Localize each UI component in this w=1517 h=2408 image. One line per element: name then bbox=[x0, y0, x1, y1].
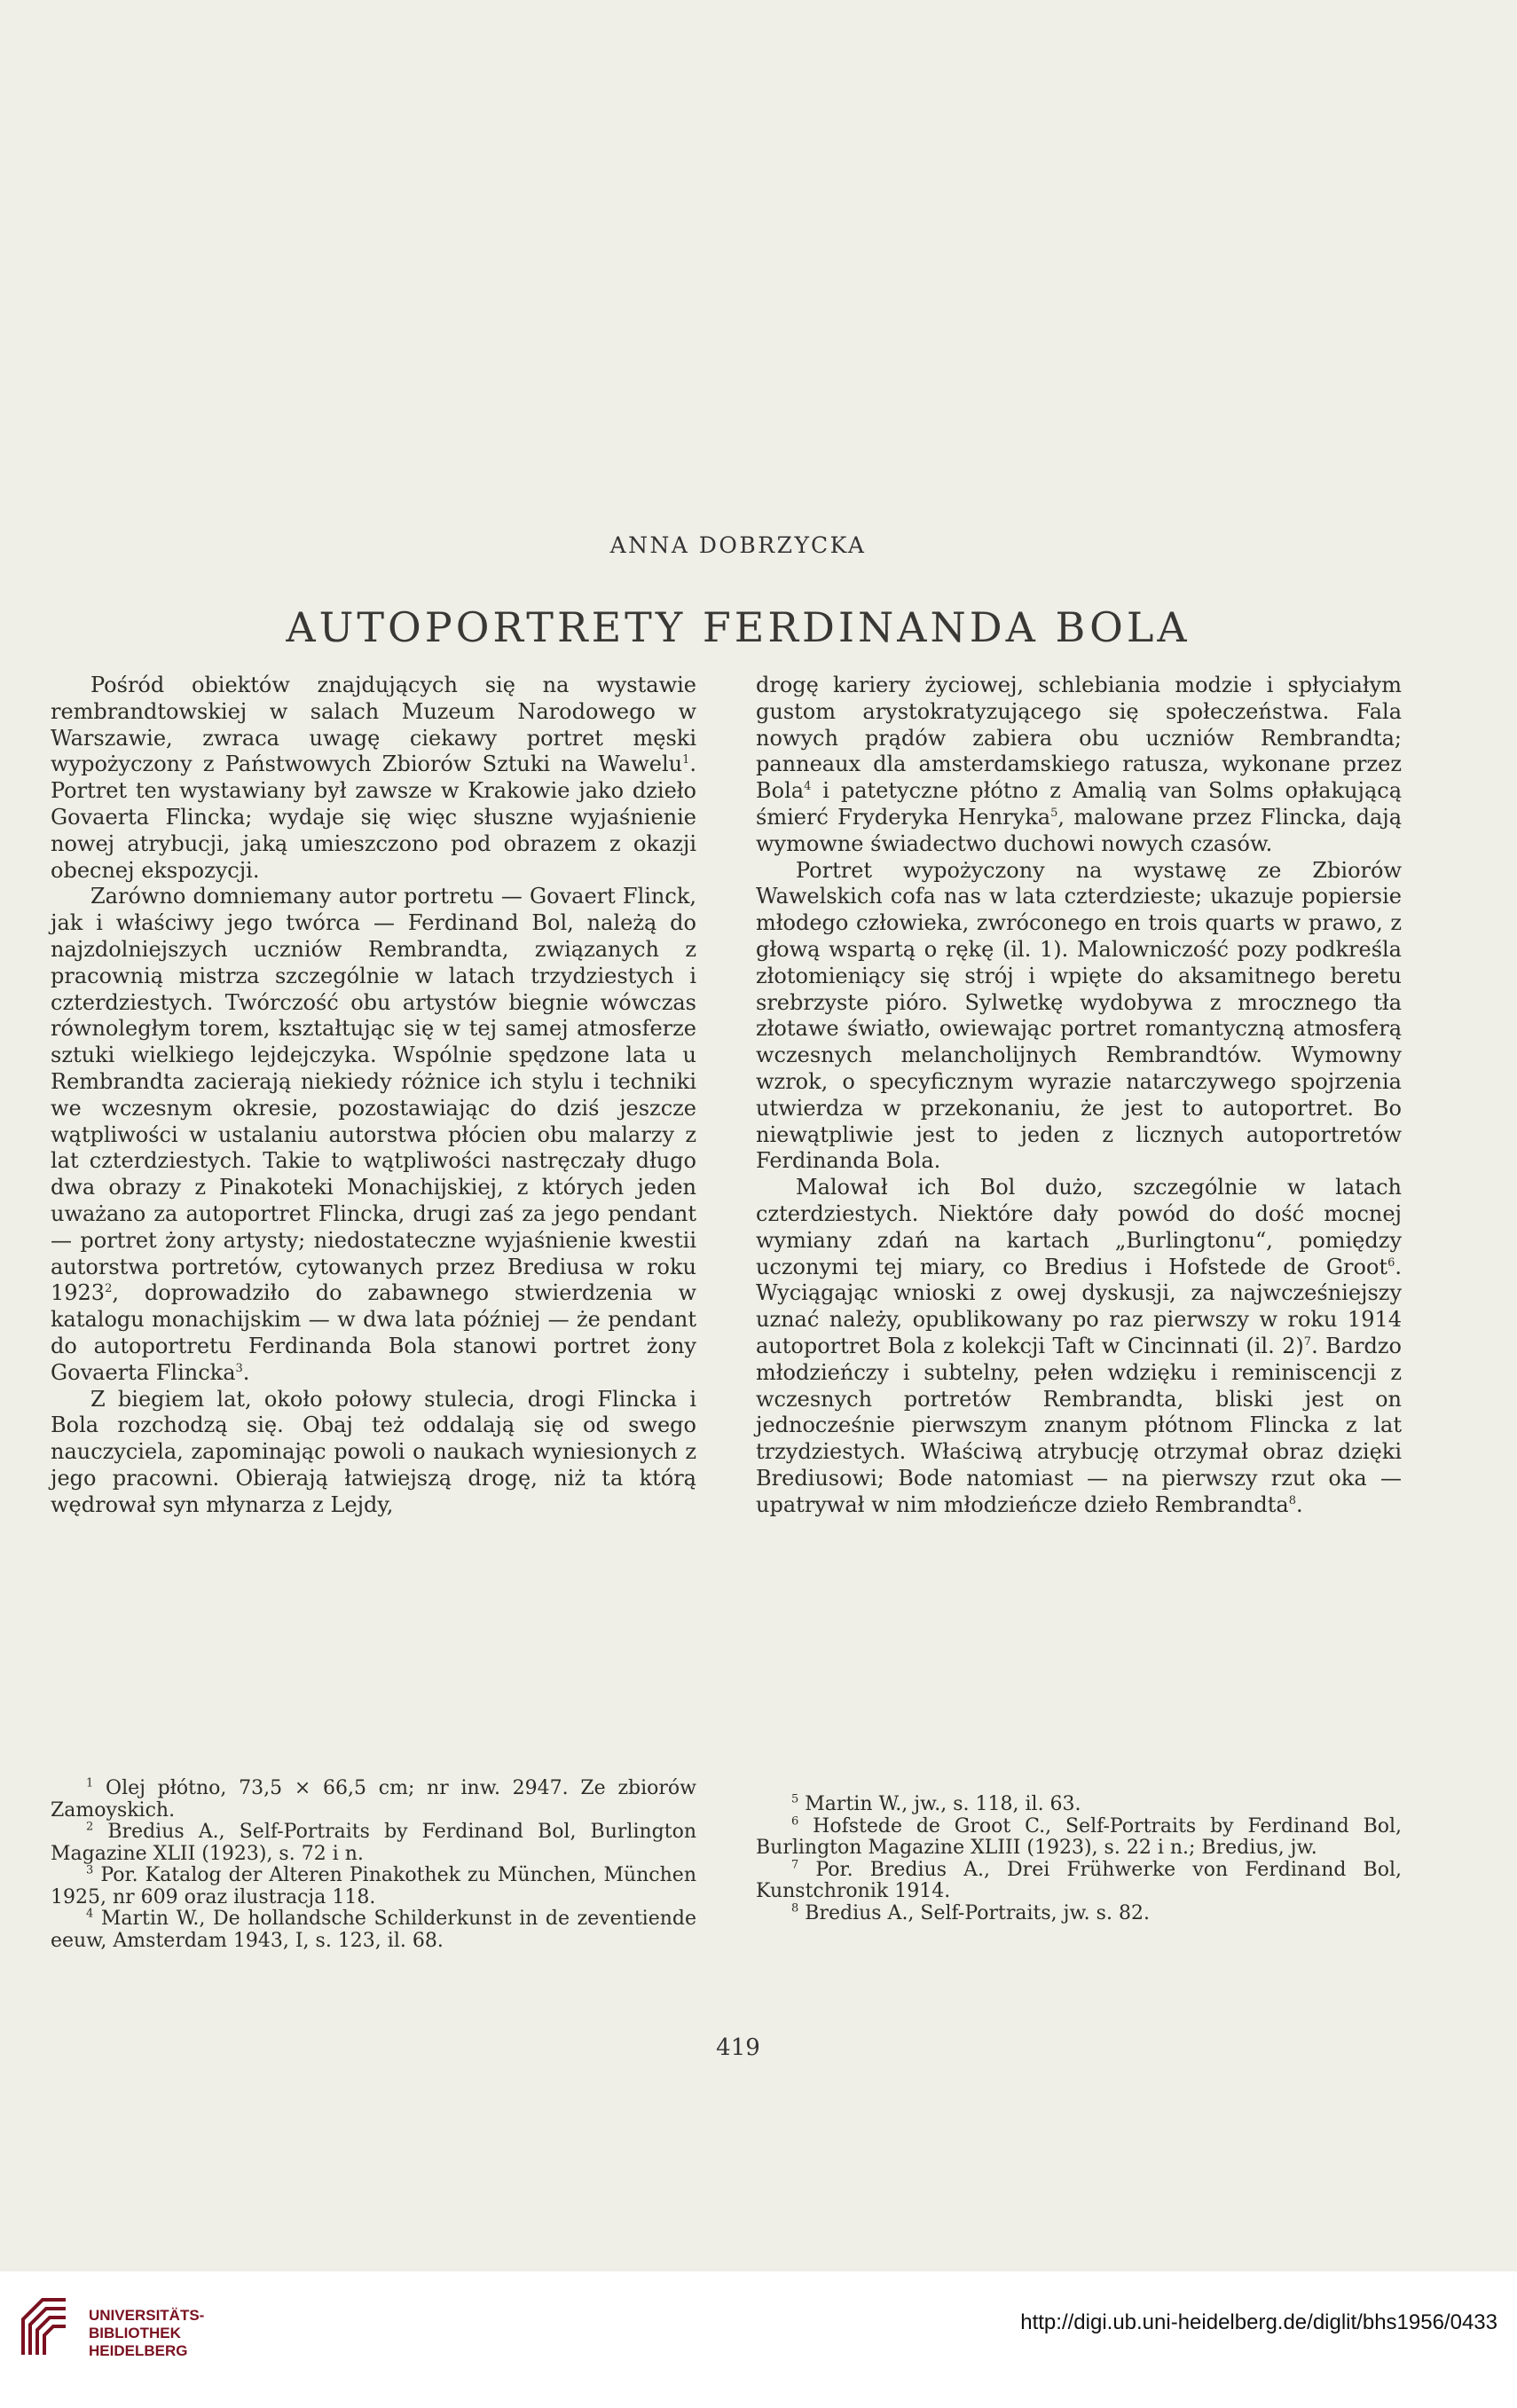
footnote-ref: 4 bbox=[804, 780, 812, 794]
library-logo-icon bbox=[16, 2293, 71, 2358]
footnote-ref: 2 bbox=[105, 1282, 113, 1296]
paragraph: Malował ich Bol dużo, szczególnie w latach czterdziestych. Niektóre dały powód do dość mocnej wymiany zdań na kartach „Burlingtonu“, pomiędzy uczonymi tej miary, co Bredius i Hofstede de Groot$^6$. Wyciągając wnioski z owej dyskusji, za najwcześniejszy uznać należy, opublikowany po raz pierwszy w roku 1914 autoportret Bola z kolekcji Taft w Cincinnati (il. 2)$^7$. Bardzo młodzieńczy i subtelny, pełen wdzięku i reminiscencji z wczesnych portretów Rembrandta, bliski jest on jednocześnie pierwszym znanym płótnom Flincka z lat trzydziestych. Właściwą atrybucję otrzymał obraz dzięki Brediusowi; Bode natomiast — na pierwszy rzut oka — upatrywał w nim młodzieńcze dzieło Rembrandta$^8$. bbox=[756, 1175, 1402, 1517]
footnote: $^8$ Bredius A., Self-Portraits, jw. s. 82. bbox=[791, 1901, 1150, 1924]
footnote-ref: 5 bbox=[1050, 806, 1058, 820]
footnote: $^2$ Bredius A., Self-Portraits by Ferdinand Bol, Burlington Magazine XLII (1923), s. 72 i n. bbox=[51, 1820, 696, 1865]
library-name: UNIVERSITÄTS- BIBLIOTHEK HEIDELBERG bbox=[89, 2307, 205, 2359]
paragraph: Z biegiem lat, około połowy stulecia, drogi Flincka i Bola rozchodzą się. Obaj też oddalają się od swego nauczyciela, zapominając powoli o naukach wyniesionych z jego pracowni. Obierają łatwiejszą drogę, niż ta którą wędrował syn młynarza z Lejdy, bbox=[51, 1386, 696, 1517]
paragraph: Pośród obiektów znajdujących się na wystawie rembrandtowskiej w salach Muzeum Narodowego w Warszawie, zwraca uwagę ciekawy portret męski wypożyczony z Państwowych Zbiorów Sztuki na Wawelu$^1$. Portret ten wystawiany był zawsze w Krakowie jako dzieło Govaerta Flincka; wydaje się więc słuszne wyjaśnienie nowej atrybucji, jaką umieszczono pod obrazem z okazji obecnej ekspozycji. bbox=[51, 673, 696, 883]
left-column bbox=[51, 673, 696, 1519]
footnote: $^1$ Olej płótno, 73,5 × 66,5 cm; nr inw. 2947. Ze zbiorów Zamoyskich. bbox=[51, 1776, 696, 1822]
library-footer bbox=[0, 2271, 1517, 2408]
paragraph: Zarówno domniemany autor portretu — Govaert Flinck, jak i właściwy jego twórca — Ferdinand Bol, należą do najzdolniejszych uczniów Rembrandta, związanych z pracownią mistrza szczególnie w latach trzydziestych i czterdziestych. Twórczość obu artystów biegnie wówczas równoległym torem, kształtując się w tej samej atmosferze sztuki wielkiego lejdejczyka. Wspólnie spędzone lata u Rembrandta zacierają niekiedy różnice ich stylu i techniki we wczesnym okresie, pozostawiając do dziś jeszcze wątpliwości w ustalaniu autorstwa płócien obu malarzy z lat czterdziestych. Takie to wątpliwości nastręczały długo dwa obrazy z Pinakoteki Monachijskiej, z których jeden uważano za autoportret Flincka, drugi zaś za jego pendant — portret żony artysty; niedostateczne wyjaśnienie kwestii autorstwa portretów, cytowanych przez Brediusa w roku 1923$^2$, doprowadziło do zabawnego stwierdzenia w katalogu monachijskim — w dwa lata później — że pendant do autoportretu Ferdinanda Bola stanowi portret żony Govaerta Flincka$^3$. bbox=[51, 884, 696, 1385]
paragraph: Portret wypożyczony na wystawę ze Zbiorów Wawelskich cofa nas w lata czterdzieste; ukazuje popiersie młodego człowieka, zwróconego en trois quarts w prawo, z głową wspartą o rękę (il. 1). Malowniczość pozy podkreśla złotomieniący się strój i wpięte do aksamitnego beretu srebrzyste pióro. Sylwetkę wydobywa z mrocznego tła złotawe światło, owiewając portret romantyczną atmosferą wczesnych melancholijnych Rembrandtów. Wymowny wzrok, o specyficznym wyrazie natarczywego spojrzenia utwierdza w przekonaniu, że jest to autoportret. Bo niewątpliwie jest to jeden z licznych autoportretów Ferdinanda Bola. bbox=[756, 857, 1402, 1174]
footnote: $^6$ Hofstede de Groot C., Self-Portraits by Ferdinand Bol, Burlington Magazine XLIII (1923), s. 22 i n.; Bredius, jw. bbox=[756, 1814, 1403, 1859]
footnote-ref: 7 bbox=[1303, 1334, 1312, 1349]
footnote-ref: 3 bbox=[235, 1361, 243, 1375]
footnote: $^3$ Por. Katalog der Alteren Pinakothek zu München, München 1925, nr 609 oraz ilustracja 118. bbox=[51, 1863, 696, 1908]
footnote: $^7$ Por. Bredius A., Drei Frühwerke von Ferdinand Bol, Kunstchronik 1914. bbox=[756, 1858, 1402, 1902]
paragraph: drogę kariery życiowej, schlebiania modzie i spłyciałym gustom arystokratyzującego się społeczeństwa. Fala nowych prądów zabiera obu uczniów Rembrandta; panneaux dla amsterdamskiego ratusza, wykonane przez Bola$^4$ i patetyczne płótno z Amalią van Solms opłakującą śmierć Fryderyka Henryka$^5$, malowane przez Flincka, dają wymowne świadectwo duchowi nowych czasów. bbox=[756, 673, 1403, 856]
footnote-ref: 6 bbox=[1387, 1255, 1395, 1270]
footnotes-left bbox=[51, 1778, 696, 1952]
footnote-ref: 1 bbox=[682, 753, 690, 767]
footnote: $^5$ Martin W., jw., s. 118, il. 63. bbox=[791, 1792, 1081, 1815]
page-number: 419 bbox=[716, 2034, 760, 2061]
article-title: AUTOPORTRETY FERDINANDA BOLA bbox=[286, 603, 1191, 651]
footnote-ref: 8 bbox=[1288, 1493, 1296, 1507]
right-column bbox=[756, 673, 1402, 1519]
footnote: $^4$ Martin W., De hollandsche Schilderkunst in de zeventiende eeuw, Amsterdam 1943, I, s. 123, il. 68. bbox=[51, 1907, 696, 1952]
footnotes-right bbox=[756, 1794, 1402, 1924]
source-url-link[interactable]: http://digi.ub.uni-heidelberg.de/diglit/bhs1956/0433 bbox=[1020, 2310, 1497, 2334]
article-author: ANNA DOBRZYCKA bbox=[609, 532, 867, 558]
